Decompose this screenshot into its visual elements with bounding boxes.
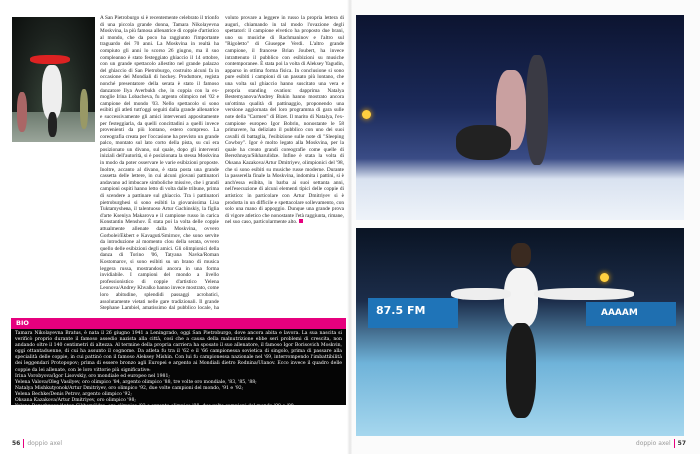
page-number: 56 <box>12 440 21 447</box>
article-paragraph: A San Pietroburgo si è recentemente celebrato il trionfo di una piccola grande donna, Tamara Nikolayevna Moskvina, la più famosa allenatrice di coppie d'artistico al mondo, che da poco ha raggiunto l'importante traguardo dei 70 anni. La Moskvina in realtà ha compiuto gli anni lo scorso 26 giugno, ma il suo compleanno è stato festeggiato ghiaccio il 14 ottobre, con un grande spettacolo allestito nel grande palazzo del ghiaccio di San Pietroburgo, costruito alcuni fa in occasione dei Mondiali di hockey. Produttore, regista nonché presentatore della serata è stato il famoso danzatore Ilya Averbukh che, in coppia con la ex-moglie Irina Lobacheva, fu argento olimpico nel '02 e campione del mondo '03. Nello spettacolo si sono esibiti gli atleti tutt'oggi seguiti dalla grande allenatrice e successivamente gli amici intervenuti appositamente per festeggiarla, da quelli concittadini a quelli invece provenienti da più lontano, estero compreso. La coreografia creata per l'occasione ha previsto un grande palco, montato sul lato corto della pista, su cui era posizionato un divano, sul quale, dopo gli interventi iniziali dell'autorità, si è posizionata la stessa Moskvina in modo da poter osservare le varie esibizioni proposte. Inoltre, accanto al divano, è stata posta una grande cassetta delle lettere, in cui alcuni giovani pattinatori andavano ad imbucare simboliche missive, che i grandi campioni ospiti hanno letto di volta dalle tribune, prima di scendere a pattinare sul ghiaccio. Tra i pattinatori pietroburghesi si sono esibiti la giovanissima Lisa Tuktamyshева, il talentuoso Artur Gachinskiy, la figlia d'arte Kseniya Makarova e il campione russo in carica Konstantin Menshov. È stata poi la volta delle coppie attualmente allenate dalla Moskvina, ovvero Gorbolei/Ekbert e Kavaguti/Smirnov, che sono servite da introduzione al momento clou della serata, ovvero quello delle esibizioni degli amici. Gli olimpionici della danza di Torino '06, Tatyana Navka/Roman Kostomarov, si sono esibiti su un brano di musica leggera russa, mostrandosi ancora in una forma invidiabile. I campioni del mondo a livello professionistico di coppie d'artistico Yelena Leonova/Andrey Khvalko hanno invece mostrato, come loro abitudine, splendidi passaggi acrobatici, assolutamente vietati nelle gare tradizionali. Il grande Stephane Lambiel, amatissimo dal pubblico locale, ha voluto provare a leggere in russo la propria lettera di auguri, chiamando in tal modo l'ovazione degli spettatori: il campione elvetico ha proposto due brani, uno su musiche di Rachmaninov e l'altro sul "Rigoletto" di Giuseppe Verdi. L'altro grande campione, il francese Brian Joubert, ha invece intrattenuto il pubblico con esibizioni su musiche contemporanee. È stata poi la volta di Aleksey Yagudin, apparso in ottima forma fisica. In conclusione si sono pure esibiti i campioni di un passato più lontano, che una volta sul ghiaccio hanno suscitato una vera e propria standing ovation: dapprima Natalya Bestemyanova/Andrey Bukin hanno mostrato ancora un'ottima qualità di pattinaggio, proponendo una versione aggiornata del loro programma di gara sulle note della "Carmen" di Bizet. Il marito di Natalya, l'ex-campione europeo Igor Bobrin, nonostante le 58 primavere, ha deliziato il pubblico con uno dei suoi cavalli di battaglia, l'esibizione sulle note di "Sleeping Cowboy". Igor è molto legato alla Moskvina, per la quale ha creato grandi coreografie come quelle di Berezhnaya/Sikharulidze. Infine è stata la volta di Oksana Kazakova/Artur Dmitriyev, olimpionici del '98, che si sono esibiti su musiche russe moderne. Durante la passerella finale la Moskvina, indomita i pattini, si è anch'essa esibita, in barba ai suoi settanta anni, nell'esecuzione di alcuni elementi tipici delle coppie di artistico: in particolare con Artur Dmitriyev si è prodotta in un difficile e spettacolare sollevamento, con solo una mano di appoggio. Dunque una grande prova di vigore atletico che nonostante l'età raggiunta, rimane, nel suo caso, particolarmente alto. <box>100 15 344 312</box>
left-footer <box>12 439 62 448</box>
bio-pair: Yelena Berezhnaya/Anton Sikharulidze, oro olimpico '02 e argento olimpico '98; due volte campioni del mondo '98 e '99; <box>15 404 296 410</box>
magazine-name: doppio axel <box>27 440 63 447</box>
stage-light-icon <box>362 110 371 119</box>
photo-ice-dance-pair <box>356 15 684 220</box>
page-number: 57 <box>677 440 686 447</box>
page-gutter <box>347 0 353 454</box>
banner-text: ААААМ <box>601 308 638 318</box>
right-footer <box>636 439 686 448</box>
bio-pair: Oksana Kazakova/Artur Dmitriyev, oro olimpico '98; <box>15 398 136 404</box>
article-body <box>100 15 344 315</box>
bio-title: BIO <box>11 318 346 329</box>
banner-text: 87.5 FM <box>376 304 426 317</box>
stage-light-icon <box>600 273 609 282</box>
bio-box <box>11 318 346 416</box>
bio-intro: Tamara Nikolayevna Bratus, è nata il 26 giugno 1941 a Leningrado, oggi San Pietroburgo, dove ancora abita e lavora. La sua nascita si verificò proprio durante il famoso assedio nazista alla città, così che a causa della malnutrizione ebbe seri problemi di crescita, non andando oltre il 140 centimetri di altezza. Al termine della propria carriera ha sposato il suo allenatore, il famoso Igor Borisovich Moskvin, oggi ottantaduenne, di cui ha assunto il cognome. Da atleta fu tra il '62 e il '66 campionessa sovietica di singolo, prima di passare alla specialità delle coppie, in cui pattinò con il famoso Aleksey Mishin. Con lui fu campionessa nazionale nel '69, interrompendo l'imbattibilità dei leggendari Protopopov; prima di essere bronzo agli Europei e argento ai Mondiali dietro Rodnina/Ulanov. Ecco invece il quadro delle coppie da lei allenate, con le loro vittorie più significative: <box>15 331 342 373</box>
bio-pair: Natalya Mishkutyonok/Artur Dmitriyev, oro olimpico '92, due volte campioni del mondo, '91 e '92; <box>15 385 244 391</box>
bio-pair: Irina Vorobyova/Igor Lisovskiy, oro mondiale ed europeo nel 1981; <box>15 373 170 379</box>
right-page <box>350 0 700 454</box>
photo-moskvina-lift <box>12 17 95 142</box>
bio-pair: Yelena Bechke/Denis Petrov, argento olimpico '92; <box>15 391 132 397</box>
end-mark-icon <box>299 219 303 223</box>
magazine-name: doppio axel <box>635 440 671 447</box>
photo-male-skater <box>356 228 684 436</box>
bio-pair: Yuko Kavaguti/Aleksandr Smirnov, oro europeo 2010. <box>15 410 140 416</box>
bio-pair: Yelena Valova/Oleg Vasilyev, oro olimpico '84, argento olimpico '88, tre volte oro mondiale, '83, '85, '88; <box>15 379 257 385</box>
